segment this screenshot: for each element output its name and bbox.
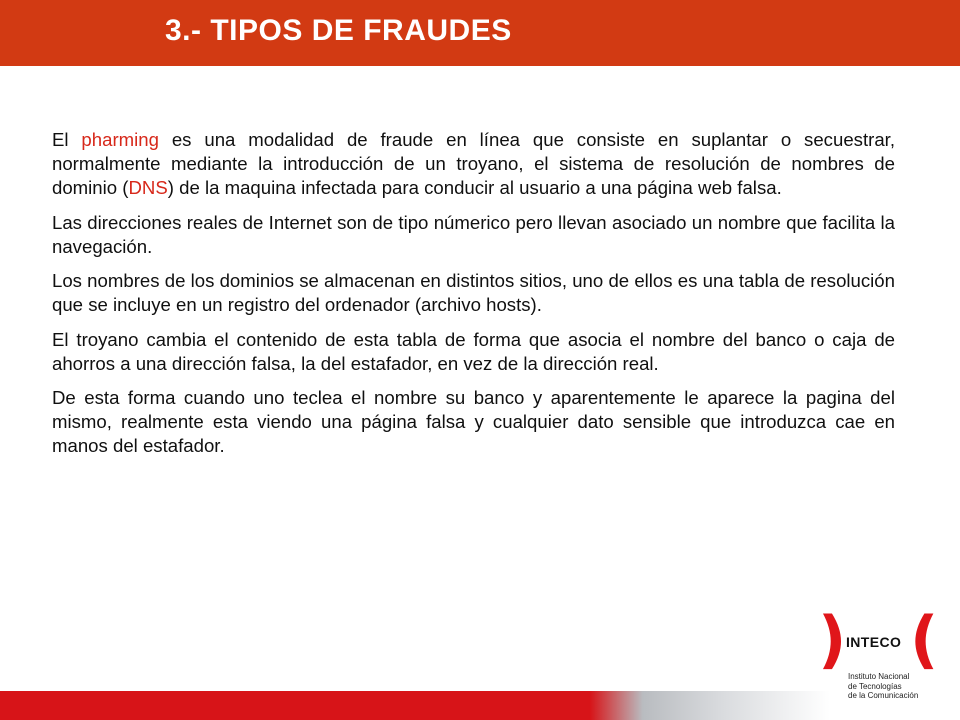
- footer-gradient: [590, 691, 830, 720]
- term-dns: DNS: [128, 177, 168, 198]
- slide-body: [52, 128, 895, 469]
- paragraph-conclusion: De esta forma cuando uno teclea el nombre su banco y aparentemente le aparece la pagina del mismo, realmente esta viendo una página falsa y cualquier dato sensible que introduzca cae en manos del estafador.: [52, 387, 895, 456]
- slide-title: 3.- TIPOS DE FRAUDES: [165, 14, 512, 47]
- paragraph-domain-names: Los nombres de los dominios se almacenan en distintos sitios, uno de ellos es una tabla de resolución que se incluye en un registro del ordenador (archivo hosts).: [52, 270, 895, 315]
- paragraph-trojan: El troyano cambia el contenido de esta tabla de forma que asocia el nombre del banco o caja de ahorros a una dirección falsa, la del estafador, en vez de la dirección real.: [52, 328, 895, 374]
- logo-subtitle: [848, 672, 918, 701]
- term-pharming: pharming: [81, 129, 159, 150]
- p1-text-end: ) de la maquina infectada para conducir al usuario a una página web falsa.: [167, 177, 782, 198]
- paragraph-pharming: [52, 128, 895, 200]
- p1-text-start: El: [52, 129, 82, 150]
- logo-subtitle-line: de la Comunicación: [848, 691, 919, 700]
- paragraph-addresses: Las direcciones reales de Internet son de tipo númerico pero llevan asociado un nombre que facilita la navegación.: [52, 211, 895, 257]
- logo-paren-right: (: [910, 603, 939, 676]
- logo-name: INTECO: [846, 634, 902, 650]
- logo-paren-left: ): [818, 603, 847, 676]
- logo-subtitle-line: de Tecnologías: [848, 681, 902, 691]
- logo-subtitle-line: Instituto Nacional: [848, 672, 910, 681]
- footer-bar: [0, 691, 612, 720]
- inteco-logo: [812, 603, 952, 703]
- p1-text-middle: es una modalidad de fraude en línea que consiste en suplantar o secuestrar, normalmente mediante la introducción de un troyano, el sistema de resolución de nombres de dominio (: [52, 129, 895, 198]
